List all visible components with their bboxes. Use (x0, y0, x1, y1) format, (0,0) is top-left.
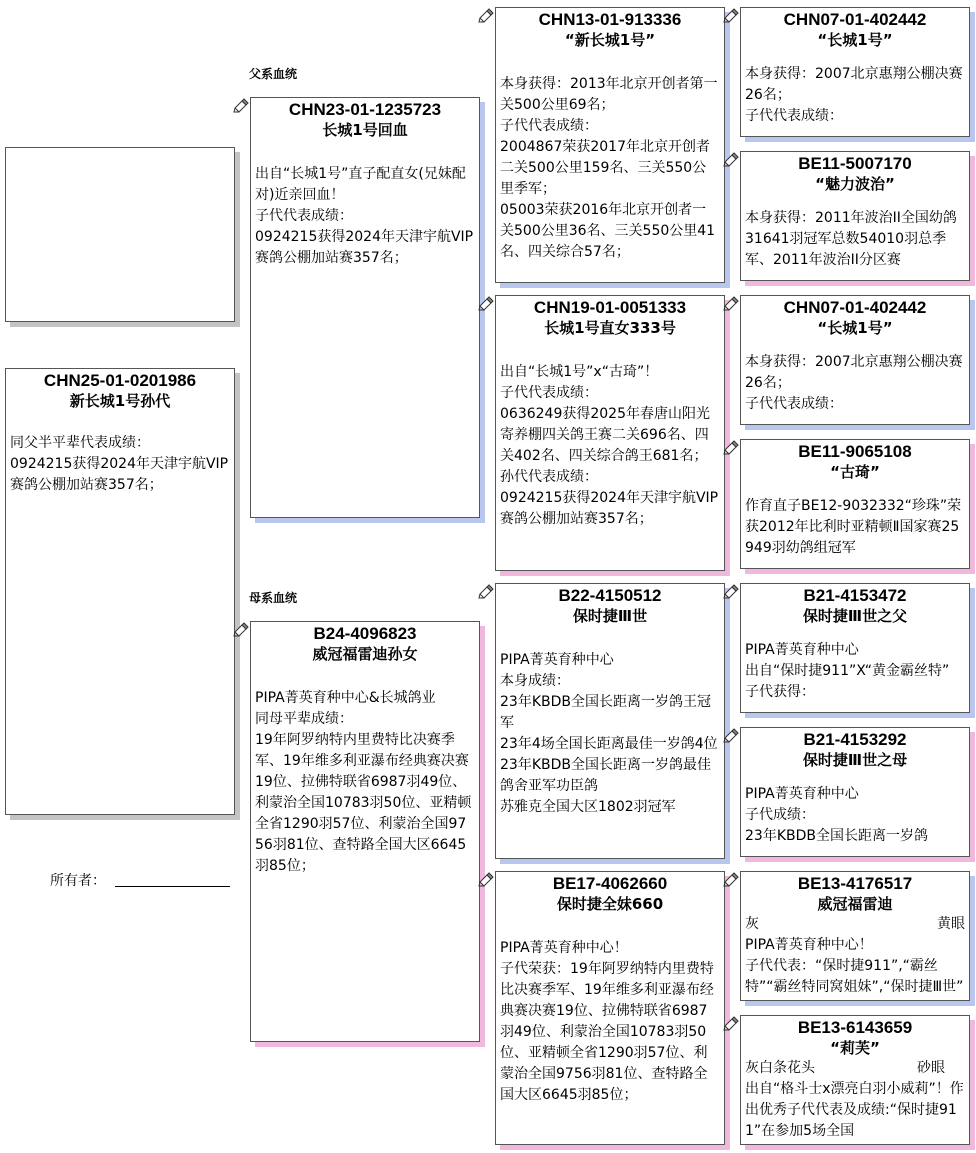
pigeon-description: 出自“长城1号”直子配直女(兄妹配对)近亲回血！ 子代代表成绩： 0924215获得2024年天津宇航VIP赛鸽公棚加站赛357名； (255, 166, 474, 266)
owner-label: 所有者： (50, 873, 106, 889)
sire-sire-dam-card[interactable] (740, 151, 970, 281)
pigeon-name: 威冠福雷迪 (817, 895, 893, 913)
pigeon-name: 保时捷Ⅲ世之母 (802, 751, 908, 769)
pigeon-name: 长城1号回血 (322, 121, 408, 139)
pigeon-name: “魅力波治” (815, 175, 895, 193)
pigeon-description: 出自“格斗士x漂亮白羽小威莉”！作出优秀子代代表及成绩:“保时捷911”在参加5场全国 (745, 1081, 964, 1139)
pigeon-name: “新长城1号” (564, 31, 656, 49)
edit-pen-icon[interactable] (723, 151, 739, 167)
pigeon-description: 本身获得：2007北京惠翔公棚决赛26名； 子代代表成绩： (745, 354, 963, 412)
ring-number: BE11-5007170 (798, 154, 912, 173)
sire-dam-dam-card[interactable] (740, 439, 970, 569)
dam-dam-sire-card[interactable] (740, 871, 970, 1001)
ring-number: CHN25-01-0201986 (43, 371, 197, 390)
pigeon-description: PIPA菁英育种中心 出自“保时捷911”X“黄金霸丝特” 子代获得： (745, 642, 950, 700)
pigeon-name: “长城1号” (817, 319, 893, 337)
pigeon-name: “长城1号” (817, 31, 893, 49)
pigeon-description: 本身获得：2011年波治II全国幼鸽31641羽冠军总数54010羽总季军、2011年波治II分区赛 (745, 210, 957, 268)
photo-frame (5, 147, 235, 322)
feather-color: 灰白条花头 (745, 1060, 815, 1076)
dam-sire-card[interactable] (495, 583, 725, 859)
ring-number: BE17-4062660 (552, 874, 668, 893)
ring-number: CHN19-01-0051333 (533, 298, 687, 317)
dam-dam-card[interactable] (495, 871, 725, 1145)
color-eye-row (741, 914, 969, 935)
pigeon-description: 同父半平辈代表成绩： 0924215获得2024年天津宇航VIP赛鸽公棚加站赛357名； (10, 435, 229, 493)
edit-pen-icon[interactable] (478, 295, 494, 311)
ring-number: BE13-6143659 (797, 1018, 913, 1037)
pigeon-description: 本身获得：2013年北京开创者第一关500公里69名； 子代代表成绩： 2004867荣获2017年北京开创者二关500公里159名、三关550公里季军； 05003荣获2016年北京开创者一关500公里36名、三关550公里41名、四关综合57名； (500, 76, 718, 260)
eye-type: 砂眼 (917, 1060, 945, 1076)
pigeon-name: 保时捷Ⅲ世 (572, 607, 648, 625)
ring-number: CHN07-01-402442 (783, 10, 927, 29)
pigeon-description: PIPA菁英育种中心 本身成绩： 23年KBDB全国长距离一岁鸽王冠军 23年4场全国长距离最佳一岁鸽4位 23年KBDB全国长距离一岁鸽最佳鸽舍亚军功臣鸽 苏雅克全国大区1802羽冠军 (500, 652, 718, 815)
ring-number: BE13-4176517 (797, 874, 913, 893)
edit-pen-icon[interactable] (723, 583, 739, 599)
pigeon-name: “古琦” (830, 463, 880, 481)
pigeon-name: 威冠福雷迪孙女 (312, 645, 418, 663)
pigeon-description: 本身获得：2007北京惠翔公棚决赛26名； 子代代表成绩： (745, 66, 963, 124)
owner-line[interactable] (115, 886, 230, 887)
dam-dam-dam-card[interactable] (740, 1015, 970, 1145)
pigeon-description: PIPA菁英育种中心&长城鸽业 同母平辈成绩： 19年阿罗纳特内里费特比决赛季军、19年维多利亚瀑布经典赛决赛19位、拉佛特联省6987羽49位、利蒙治全国10783羽50位、亚精顿全省1290羽57位、利蒙治全国9756羽81位、查特路全国大区6645羽85位； (255, 690, 472, 874)
color-eye-row (741, 1058, 969, 1079)
paternal-label: 父系血统 (249, 67, 298, 81)
edit-pen-icon[interactable] (233, 97, 249, 113)
pigeon-description: 作育直子BE12-9032332“珍珠”荣获2012年比利时亚精顿Ⅱ国家赛25949羽幼鸽组冠军 (745, 498, 962, 556)
ring-number: B24-4096823 (313, 624, 417, 643)
ring-number: BE11-9065108 (798, 442, 912, 461)
edit-pen-icon[interactable] (723, 727, 739, 743)
edit-pen-icon[interactable] (723, 871, 739, 887)
sire-card[interactable] (250, 97, 480, 518)
ring-number: B22-4150512 (558, 586, 662, 605)
maternal-label: 母系血统 (249, 591, 298, 605)
edit-pen-icon[interactable] (723, 1015, 739, 1031)
edit-pen-icon[interactable] (478, 871, 494, 887)
pigeon-name: 长城1号直女333号 (544, 319, 676, 337)
ring-number: B21-4153292 (803, 730, 907, 749)
dam-sire-dam-card[interactable] (740, 727, 970, 857)
feather-color: 灰 (745, 916, 759, 932)
sire-dam-sire-card[interactable] (740, 295, 970, 425)
dam-sire-sire-card[interactable] (740, 583, 970, 713)
ring-number: CHN13-01-913336 (538, 10, 682, 29)
pigeon-name: 新长城1号孙代 (69, 392, 171, 410)
pigeon-description: 出自“长城1号”x“古琦”！ 子代代表成绩： 0636249获得2025年春唐山阳光寄养棚四关鸽王赛二关696名、四关402名、四关综合鸽王681名； 孙代代表成绩： 0924215获得2024年天津宇航VIP赛鸽公棚加站赛357名； (500, 364, 719, 527)
edit-pen-icon[interactable] (723, 7, 739, 23)
pigeon-name: 保时捷Ⅲ世之父 (802, 607, 908, 625)
edit-pen-icon[interactable] (723, 295, 739, 311)
edit-pen-icon[interactable] (233, 621, 249, 637)
edit-pen-icon[interactable] (478, 7, 494, 23)
pigeon-description: PIPA菁英育种中心！ 子代荣获：19年阿罗纳特内里费特比决赛季军、19年维多利亚瀑布经典赛决赛19位、拉佛特联省6987羽49位、利蒙治全国10783羽50位、亚精顿全省1290羽57位、利蒙治全国9756羽81位、查特路全国大区6645羽85位； (500, 940, 714, 1103)
ring-number: CHN07-01-402442 (783, 298, 927, 317)
subject-card[interactable] (5, 368, 235, 815)
pigeon-name: 保时捷全妹660 (556, 895, 664, 913)
dam-card[interactable] (250, 621, 480, 1042)
ring-number: CHN23-01-1235723 (288, 100, 442, 119)
sire-sire-sire-card[interactable] (740, 7, 970, 137)
pigeon-description: PIPA菁英育种中心 子代成绩： 23年KBDB全国长距离一岁鸽 (745, 786, 928, 844)
sire-dam-card[interactable] (495, 295, 725, 571)
ring-number: B21-4153472 (803, 586, 907, 605)
pigeon-description: PIPA菁英育种中心！ 子代代表：“保时捷911”,“霸丝特”“霸丝特同窝姐妹”,“保时捷Ⅲ世” (745, 937, 964, 995)
edit-pen-icon[interactable] (723, 439, 739, 455)
pigeon-name: “莉芙” (830, 1039, 880, 1057)
sire-sire-card[interactable] (495, 7, 725, 283)
edit-pen-icon[interactable] (478, 583, 494, 599)
eye-type: 黄眼 (937, 916, 965, 932)
